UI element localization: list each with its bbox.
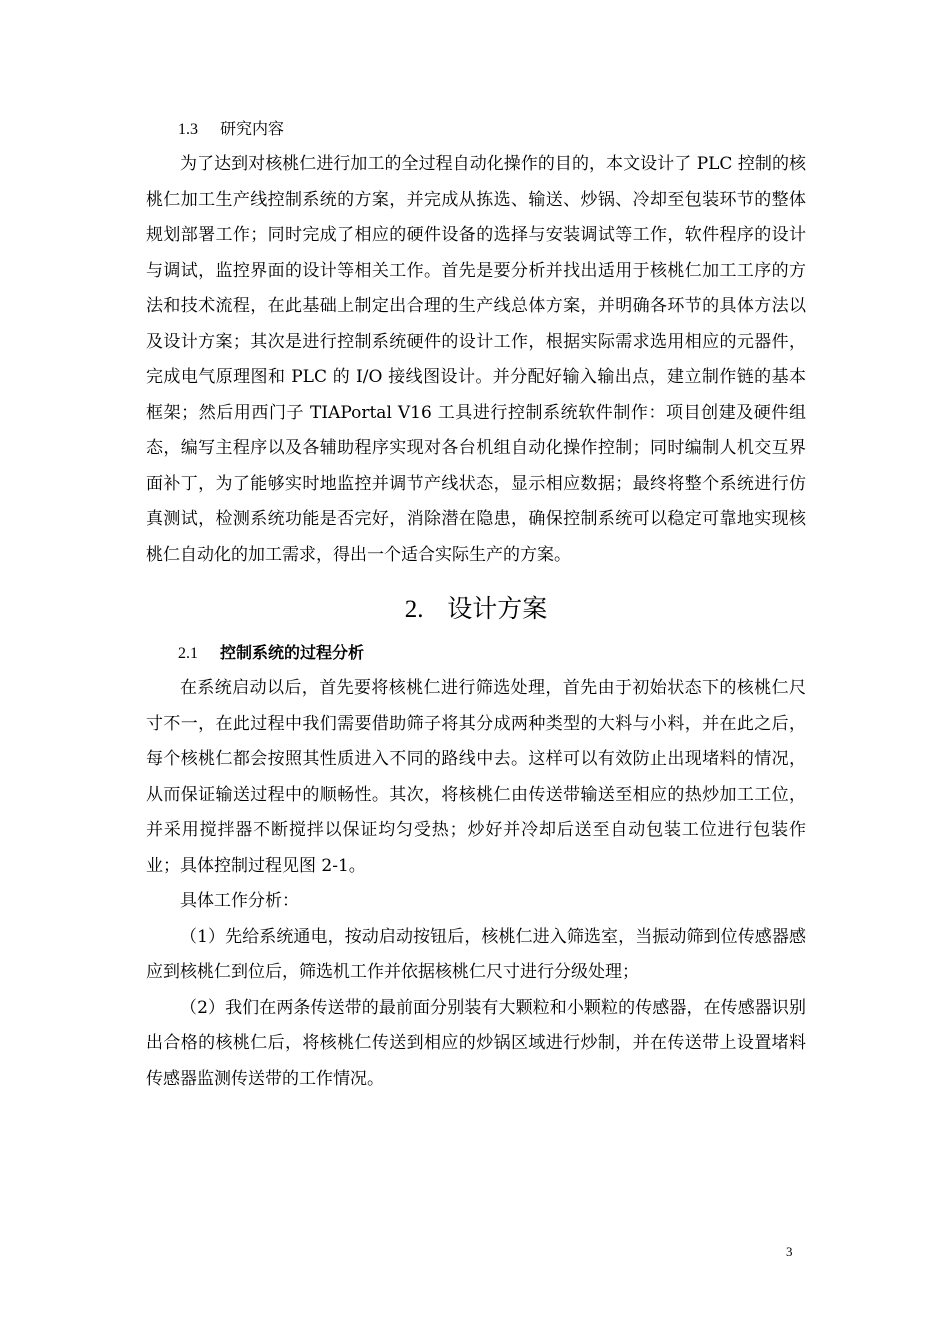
section-title: 研究内容 [220, 119, 285, 138]
section-title: 控制系统的过程分析 [220, 643, 365, 662]
paragraph-research-content: 为了达到对核桃仁进行加工的全过程自动化操作的目的，本文设计了 PLC 控制的核桃仁加工生产线控制系统的方案，并完成从拣选、输送、炒锅、冷却至包装环节的整体规划部署工作；同时完成了相应的硬件设备的选择与安装调试等工作，软件程序的设计与调试，监控界面的设计等相关工作。首先是要分析并找出适用于核桃仁加工工序的方法和技术流程，在此基础上制定出合理的生产线总体方案，并明确各环节的具体方法以及设计方案；其次是进行控制系统硬件的设计工作，根据实际需求选用相应的元器件，完成电气原理图和 PLC 的 I/O 接线图设计。并分配好输入输出点，建立制作链的基本框架；然后用西门子 TIAPortal V16 工具进行控制系统软件制作：项目创建及硬件组态，编写主程序以及各辅助程序实现对各台机组自动化操作控制；同时编制人机交互界面补丁，为了能够实时地监控并调节产线状态，显示相应数据；最终将整个系统进行仿真测试，检测系统功能是否完好，消除潜在隐患，确保控制系统可以稳定可靠地实现核桃仁自动化的加工需求，得出一个适合实际生产的方案。 [146, 154, 806, 565]
section-number: 1.3 [178, 121, 198, 138]
list-item-2: （2）我们在两条传送带的最前面分别装有大颗粒和小颗粒的传感器，在传感器识别出合格的核桃仁后，将核桃仁传送到相应的炒锅区域进行炒制，并在传送带上设置堵料传感器监测传送带的工作情况。 [146, 997, 806, 1089]
list-item-1: （1）先给系统通电，按动启动按钮后，核桃仁进入筛选室，当振动筛到位传感器感应到核桃仁到位后，筛选机工作并依据核桃仁尺寸进行分级处理； [146, 926, 806, 982]
section-number: 2.1 [178, 645, 198, 662]
chapter-number: 2. [404, 596, 424, 623]
chapter-title: 设计方案 [447, 594, 548, 623]
chapter-heading-2 [146, 583, 806, 636]
section-heading-1-3 [146, 112, 806, 147]
paragraph-process-analysis: 在系统启动以后，首先要将核桃仁进行筛选处理，首先由于初始状态下的核桃仁尺寸不一，在此过程中我们需要借助筛子将其分成两种类型的大料与小料，并在此之后，每个核桃仁都会按照其性质进入不同的路线中去。这样可以有效防止出现堵料的情况，从而保证输送过程中的顺畅性。其次，将核桃仁由传送带输送至相应的热炒加工工位，并采用搅拌器不断搅拌以保证均匀受热；炒好并冷却后送至自动包装工位进行包装作业；具体控制过程见图 2-1。 [146, 678, 806, 876]
page-number: 3 [786, 1244, 793, 1259]
paragraph-work-analysis: 具体工作分析： [180, 891, 299, 911]
section-heading-2-1 [146, 636, 806, 671]
page-content [146, 112, 806, 1097]
